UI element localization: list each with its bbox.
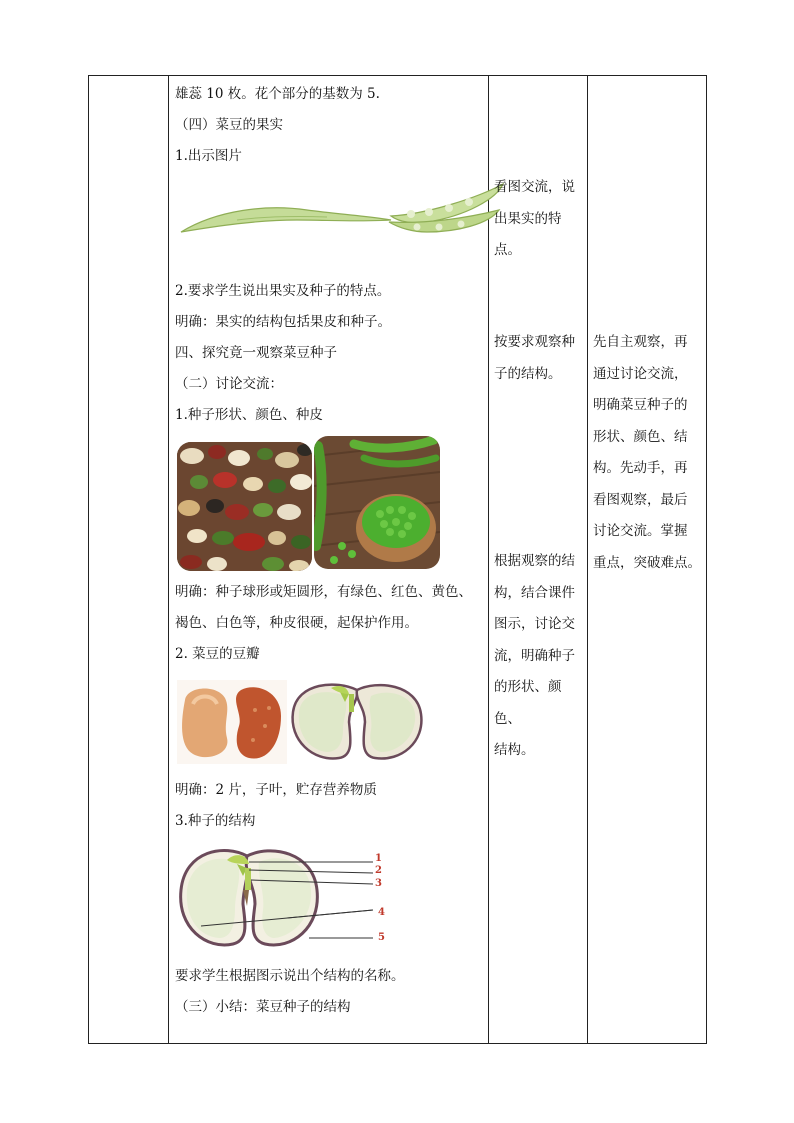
- text-line: 先自主观察，再: [593, 334, 688, 350]
- text-line: 讨论交流。掌握: [593, 523, 688, 539]
- text-line: 形状、颜色、结: [593, 428, 688, 445]
- text-line: 明确：果实的结构包括果皮和种子。: [175, 314, 391, 330]
- student-activity-block: [494, 172, 586, 267]
- text-line: 结构。: [494, 742, 535, 758]
- student-activity-block: [494, 327, 586, 390]
- text-line: 明确菜豆种子的: [593, 397, 688, 413]
- design-intent-block: [593, 327, 705, 579]
- text-line: 1.种子形状、颜色、种皮: [175, 407, 323, 423]
- text-line: 流，明确种子: [494, 647, 575, 664]
- opened-seed-diagram: [287, 678, 427, 764]
- text-line: 的形状、颜色、: [494, 679, 562, 727]
- bean-pod-image: [177, 176, 517, 246]
- text-line: 明确：2 片，子叶，贮存营养物质: [175, 782, 377, 798]
- section-heading: 四、探究竟一观察菜豆种子: [175, 345, 337, 361]
- diagram-label: 3: [375, 878, 382, 889]
- diagram-label: 1: [375, 853, 382, 864]
- text-line: 构。先动手，再: [593, 460, 688, 476]
- text-line: 要求学生根据图示说出个结构的名称。: [175, 968, 405, 984]
- column-divider: [168, 76, 169, 1043]
- diagram-label: 4: [378, 907, 385, 918]
- text-line: 出果实的特点。: [494, 210, 562, 258]
- green-peas-photo: [314, 436, 440, 569]
- text-line: 子的结构。: [494, 365, 562, 382]
- text-line: 2.要求学生说出果实及种子的特点。: [175, 283, 391, 299]
- text-line: 看图交流，说: [494, 179, 575, 195]
- seed-structure-diagram: [177, 846, 397, 952]
- text-line: 褐色、白色等，种皮很硬，起保护作用。: [175, 615, 418, 631]
- text-line: 图示，讨论交: [494, 616, 575, 632]
- text-line: 根据观察的结: [494, 553, 575, 569]
- text-line: 雄蕊 10 枚。花个部分的基数为 5.: [175, 86, 380, 102]
- text-line: 重点，突破难点。: [593, 554, 701, 571]
- mixed-beans-photo: [177, 442, 312, 571]
- section-heading: （二）讨论交流：: [175, 376, 283, 392]
- section-heading: （四）菜豆的果实: [175, 117, 283, 133]
- text-line: 按要求观察种: [494, 334, 575, 350]
- lesson-table: [88, 75, 707, 1044]
- text-line: 2. 菜豆的豆瓣: [175, 646, 260, 662]
- text-line: 通过讨论交流，: [593, 365, 688, 382]
- student-activity-block: [494, 546, 586, 767]
- diagram-label: 5: [378, 932, 385, 943]
- section-heading: （三）小结：菜豆种子的结构: [175, 999, 351, 1015]
- text-line: 明确：种子球形或矩圆形，有绿色、红色、黄色、: [175, 584, 472, 600]
- text-line: 看图观察，最后: [593, 491, 688, 508]
- text-line: 构，结合课件: [494, 584, 575, 601]
- text-line: 3.种子的结构: [175, 813, 256, 829]
- column-divider: [587, 76, 588, 1043]
- text-line: 1.出示图片: [175, 148, 242, 164]
- diagram-label: 2: [375, 865, 382, 876]
- bean-seeds-photo: [177, 680, 287, 764]
